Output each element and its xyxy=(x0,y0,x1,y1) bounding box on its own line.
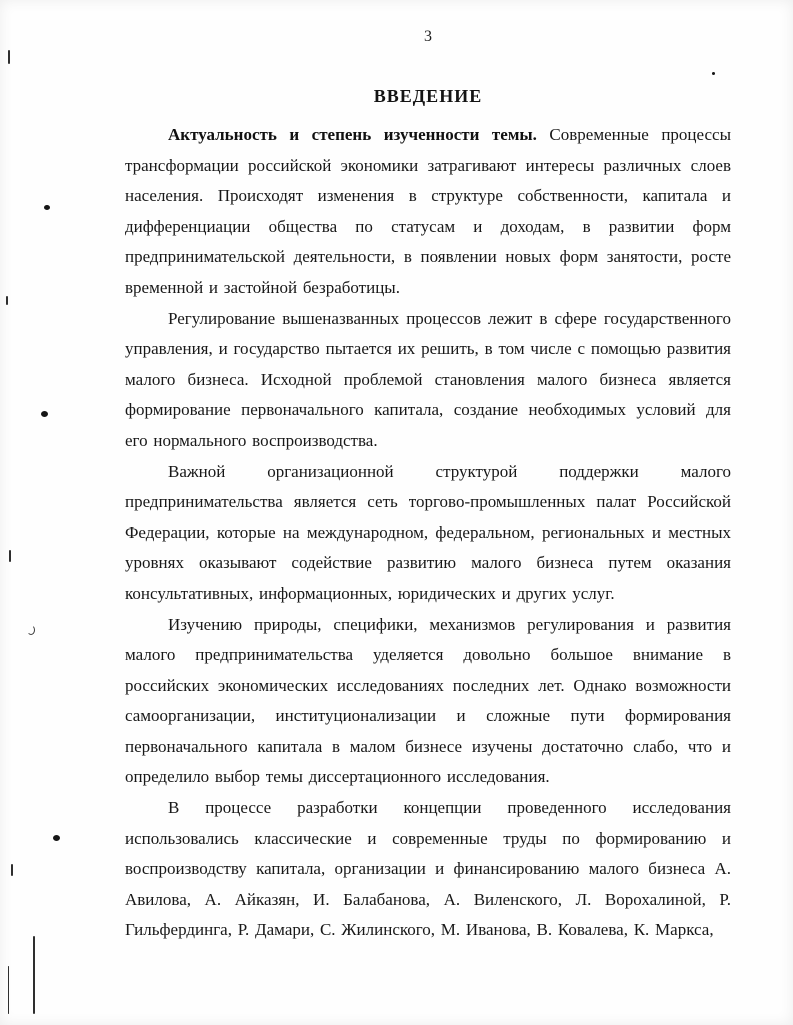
paragraph-2 xyxy=(125,304,731,457)
paragraph-3-text: Важной организационной структурой поддержки малого предпринимательства является сеть торгово-промышленных палат Российской Федерации, которые на международном, федеральном, региональных и местных уровнях оказывают содействие развитию малого бизнеса путем оказания консультативных, информационных, юридических и других услуг. xyxy=(125,461,731,603)
paragraph-3 xyxy=(125,457,731,610)
scan-artifact-dot xyxy=(712,72,715,75)
scan-artifact-vline xyxy=(8,50,10,64)
paragraph-1-text: Современные процессы трансформации российской экономики затрагивают интересы различных слоев населения. Происходят изменения в структуре собственности, капитала и дифференциации общества по статусам и доходам, в развитии форм предпринимательской деятельности, в появлении новых форм занятости, росте временной и застойной безработицы. xyxy=(125,125,731,297)
scan-artifact-vline xyxy=(9,550,11,562)
scan-artifact-arc xyxy=(27,625,35,635)
document-body xyxy=(125,120,731,946)
scan-artifact-dot xyxy=(53,835,60,841)
page-title: ВВЕДЕНИЕ xyxy=(373,86,483,106)
paragraph-1-lead: Актуальность и степень изученности темы. xyxy=(168,125,537,144)
scan-artifact-vline xyxy=(8,966,9,1014)
paragraph-1 xyxy=(125,120,731,304)
paragraph-5-text: В процессе разработки концепции проведенного исследования использовались классические и современные труды по формированию и воспроизводству капитала, организации и финансированию малого бизнеса А. Авилова, А. Айказян, И. Балабанова, А. Виленского, Л. Ворохалиной, Р. Гильфердинга, Р. Дамари, С. Жилинского, М. Иванова, В. Ковалева, К. Маркса, xyxy=(125,798,731,940)
scan-artifact-vline xyxy=(11,864,13,876)
paragraph-2-text: Регулирование вышеназванных процессов лежит в сфере государственного управления, и государство пытается их решить, в том числе с помощью развития малого бизнеса. Исходной проблемой становления малого бизнеса является формирование первоначального капитала, создание необходимых условий для его нормального воспроизводства. xyxy=(125,308,731,450)
scan-artifact-vline xyxy=(33,936,35,1014)
document-content xyxy=(125,0,731,946)
page-number: 3 xyxy=(424,28,432,45)
scan-artifact-dot xyxy=(44,205,50,210)
paragraph-5 xyxy=(125,793,731,946)
scan-artifact-dot xyxy=(41,411,48,417)
scan-artifact-vline xyxy=(6,296,8,305)
paragraph-4-text: Изучению природы, специфики, механизмов регулирования и развития малого предпринимательства уделяется довольно большое внимание в российских экономических исследованиях последних лет. Однако возможности самоорганизации, институционализации и сложные пути формирования первоначального капитала в малом бизнесе изучены достаточно слабо, что и определило выбор темы диссертационного исследования. xyxy=(125,614,731,787)
paragraph-4 xyxy=(125,610,731,794)
